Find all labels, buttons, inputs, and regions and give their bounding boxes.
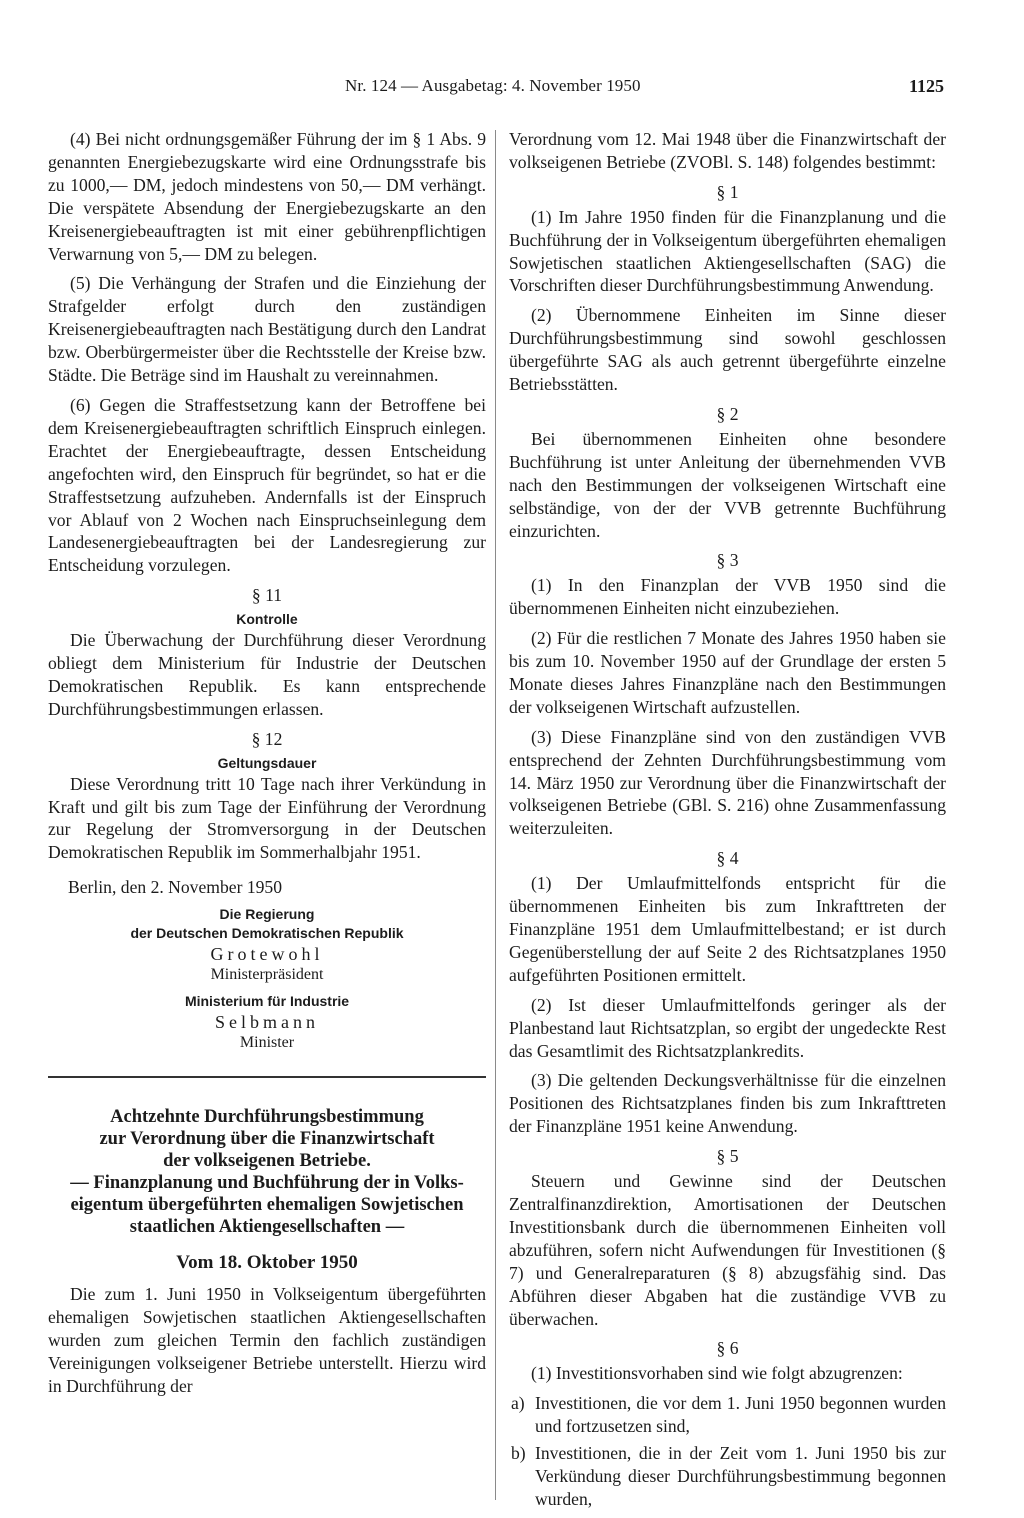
section-1-number: § 1: [716, 181, 739, 202]
section-1-para-2: (2) Übernommene Einheiten im Sinne dieser Durchführungsbestimmung sind sowohl geschlossen übergeführte SAG als auch getrennt übergeführte einzelne Betriebsstätten.: [509, 305, 946, 395]
signature-block-ministry: [48, 992, 486, 1052]
running-title: Nr. 124 — Ausgabetag: 4. November 1950: [345, 76, 641, 95]
list-text: Investitionen, die in der Zeit vom 1. Juni 1950 bis zur Verkündung dieser Durchführungsbestimmung begonnen wurden,: [535, 1443, 946, 1509]
page-header: [0, 76, 1024, 100]
section-4-para-3: (3) Die geltenden Deckungsverhältnisse für die einzelnen Positionen des Richtsatzplanes finden bis zum Inkrafttreten der Finanzpläne 1951 keine Anwendung.: [509, 1070, 946, 1137]
signature-body-line2: der Deutschen Demokratischen Republik: [130, 925, 404, 942]
title-line: zur Verordnung über die Finanzwirtschaft: [99, 1129, 435, 1150]
title-line: Achtzehnte Durchführungsbestimmung: [110, 1107, 424, 1128]
ministry-name: Ministerium für Industrie: [184, 993, 350, 1010]
signature-body-line1: Die Regierung: [219, 906, 315, 923]
section-4-para-2: (2) Ist dieser Umlaufmittelfonds geringer als der Planbestand laut Richtsatzplan, so ergibt der ungedeckte Rest das Gesamtlimit des Richtsatzplankredits.: [509, 994, 946, 1061]
decree-date: Vom 18. Oktober 1950: [176, 1252, 358, 1274]
decree-title: [48, 1106, 486, 1238]
place-date: Berlin, den 2. November 1950: [68, 877, 283, 898]
section-3-number: § 3: [716, 550, 739, 571]
list-marker: a): [511, 1393, 525, 1414]
title-line: — Finanzplanung und Buchführung der in Volks-: [70, 1173, 464, 1194]
list-item: [509, 1392, 946, 1438]
section-11-heading: Kontrolle: [236, 611, 298, 628]
section-6-para-1: (1) Investitionsvorhaben sind wie folgt abzugrenzen:: [531, 1363, 903, 1384]
section-5-number: § 5: [716, 1146, 739, 1167]
section-3-para-2: (2) Für die restlichen 7 Monate des Jahres 1950 haben sie bis zum 10. November 1950 auf der Grundlage der ersten 5 Monate dieses Jahres Finanzpläne nach den Bestimmungen der volkseigenen Wirtschaft aufzustellen.: [509, 628, 946, 717]
signatory-role: Ministerpräsident: [210, 966, 324, 984]
section-2-text: Bei übernommenen Einheiten ohne besondere Buchführung ist unter Anleitung der übernehmenden VVB nach den Bestimmungen der volkseigenen Wirtschaft eine selbständige, von der der VVB getrennte Buchführung einzurichten.: [509, 428, 946, 541]
title-line: staatlichen Aktiengesellschaften —: [129, 1217, 405, 1238]
minister-name: Selbmann: [215, 1012, 319, 1033]
list-item: [509, 1442, 946, 1511]
decree-intro: Die zum 1. Juni 1950 in Volkseigentum übergeführten ehemaligen Sowjetischen staatlichen Aktiengesellschaften wurden zum gleichen Termin den fachlich zuständigen Vereinigungen volkseigener Betriebe unterstellt. Hierzu wird in Durchführung der: [48, 1284, 486, 1396]
section-4-para-1: (1) Der Umlaufmittelfonds entspricht für die übernommenen Einheiten bis zum Inkrafttreten der Finanzpläne 1951 dem Umlaufmittelbestand; er ist durch Gegenüberstellung der auf Seite 2 des Richtsatzplanes 1950 aufgeführten Positionen ermittelt.: [509, 873, 946, 985]
intro-continuation: Verordnung vom 12. Mai 1948 über die Finanzwirtschaft der volkseigenen Betriebe (ZVOBl. S. 148) folgendes bestimmt:: [509, 129, 946, 172]
section-1-para-1: (1) Im Jahre 1950 finden für die Finanzplanung und die Buchführung der in Volkseigentum übergeführten ehemaligen Sowjetischen staatlichen Aktiengesellschaften (SAG) die Vorschriften dieser Durchführungsbestimmung Anwendung.: [509, 206, 946, 296]
minister-role: Minister: [239, 1034, 295, 1052]
paragraph-5: (5) Die Verhängung der Strafen und die Einziehung der Strafgelder erfolgt durch den zuständigen Kreisenergiebeauftragten nach Bestätigung durch den Landrat bzw. Oberbürgermeister über die Rechtsstelle der Kreise bzw. Städte. Die Beträge sind im Haushalt zu vereinnahmen.: [48, 273, 486, 386]
signatory-name: Grotewohl: [210, 944, 324, 965]
list-text: Investitionen, die vor dem 1. Juni 1950 begonnen wurden und fortzusetzen sind,: [535, 1393, 946, 1437]
section-3-para-3: (3) Diese Finanzpläne sind von den zuständigen VVB entsprechend der Zehnten Durchführungsbestimmung vom 14. März 1950 zur Verordnung über die Finanzwirtschaft der volkseigenen Betriebe (GBl. S. 216) ohne Zusammenfassung weiterzuleiten.: [509, 726, 946, 839]
section-11-number: § 11: [251, 585, 283, 606]
title-line: der volkseigenen Betriebe.: [163, 1151, 371, 1172]
section-12-text: Diese Verordnung tritt 10 Tage nach ihrer Verkündung in Kraft und gilt bis zum Tage der Einführung der Verordnung zur Regelung der Stromversorgung in der Deutschen Demokratischen Republik im Sommerhalbjahr 1951.: [48, 773, 486, 863]
section-12-heading: Geltungsdauer: [217, 754, 317, 771]
paragraph-6: (6) Gegen die Straffestsetzung kann der Betroffene bei dem Kreisenergiebeauftragten schriftlich Einspruch einlegen. Erachtet der Energiebeauftragte, dessen Entscheidung angefochten wird, den Einspruch für begründet, so hat er die Straffestsetzung aufzuheben. Andernfalls ist der Einspruch vor Ablauf von 2 Wochen nach Einspruchseinlegung dem Landesenergiebeauftragten bei der Landesregierung zur Entscheidung vorzulegen.: [48, 394, 486, 576]
section-6-number: § 6: [716, 1338, 739, 1359]
section-11-text: Die Überwachung der Durchführung dieser Verordnung obliegt dem Ministerium für Industrie der Deutschen Demokratischen Republik. Es kann entsprechende Durchführungsbestimmungen erlassen.: [48, 630, 486, 719]
column-divider: [495, 130, 496, 1500]
section-2-number: § 2: [716, 403, 739, 424]
signature-block-government: [48, 905, 486, 984]
section-5-text: Steuern und Gewinne sind der Deutschen Zentralfinanzdirektion, Amortisationen der Deutschen Investitionsbank durch die übernommenen Einheiten voll abzuführen, sofern nicht Aufwendungen für Investitionen (§ 7) und Generalreparaturen (§ 8) abzugsfähig sind. Das Abführen dieser Abgaben hat die zuständige VVB zu überwachen.: [509, 1171, 946, 1329]
section-12-number: § 12: [251, 728, 283, 749]
section-divider: [48, 1076, 486, 1078]
paragraph-4: (4) Bei nicht ordnungsgemäßer Führung der im § 1 Abs. 9 genannten Energiebezugskarte wird eine Ordnungsstrafe bis zu 1000,— DM, jedoch mindestens von 50,— DM verhängt. Die verspätete Absendung der Energiebezugskarte an den Kreisenergiebeauftragten ist mit einer gebührenpflichtigen Verwarnung von 5,— DM zu belegen.: [48, 129, 486, 264]
section-4-number: § 4: [716, 848, 739, 869]
section-3-para-1: (1) In den Finanzplan der VVB 1950 sind die übernommenen Einheiten nicht einzubeziehen.: [509, 575, 946, 619]
left-column: [48, 128, 486, 1405]
right-column: [509, 128, 946, 1515]
page-number: 1125: [908, 76, 944, 96]
title-line: eigentum übergeführten ehemaligen Sowjetischen: [70, 1195, 464, 1216]
list-marker: b): [511, 1443, 526, 1464]
